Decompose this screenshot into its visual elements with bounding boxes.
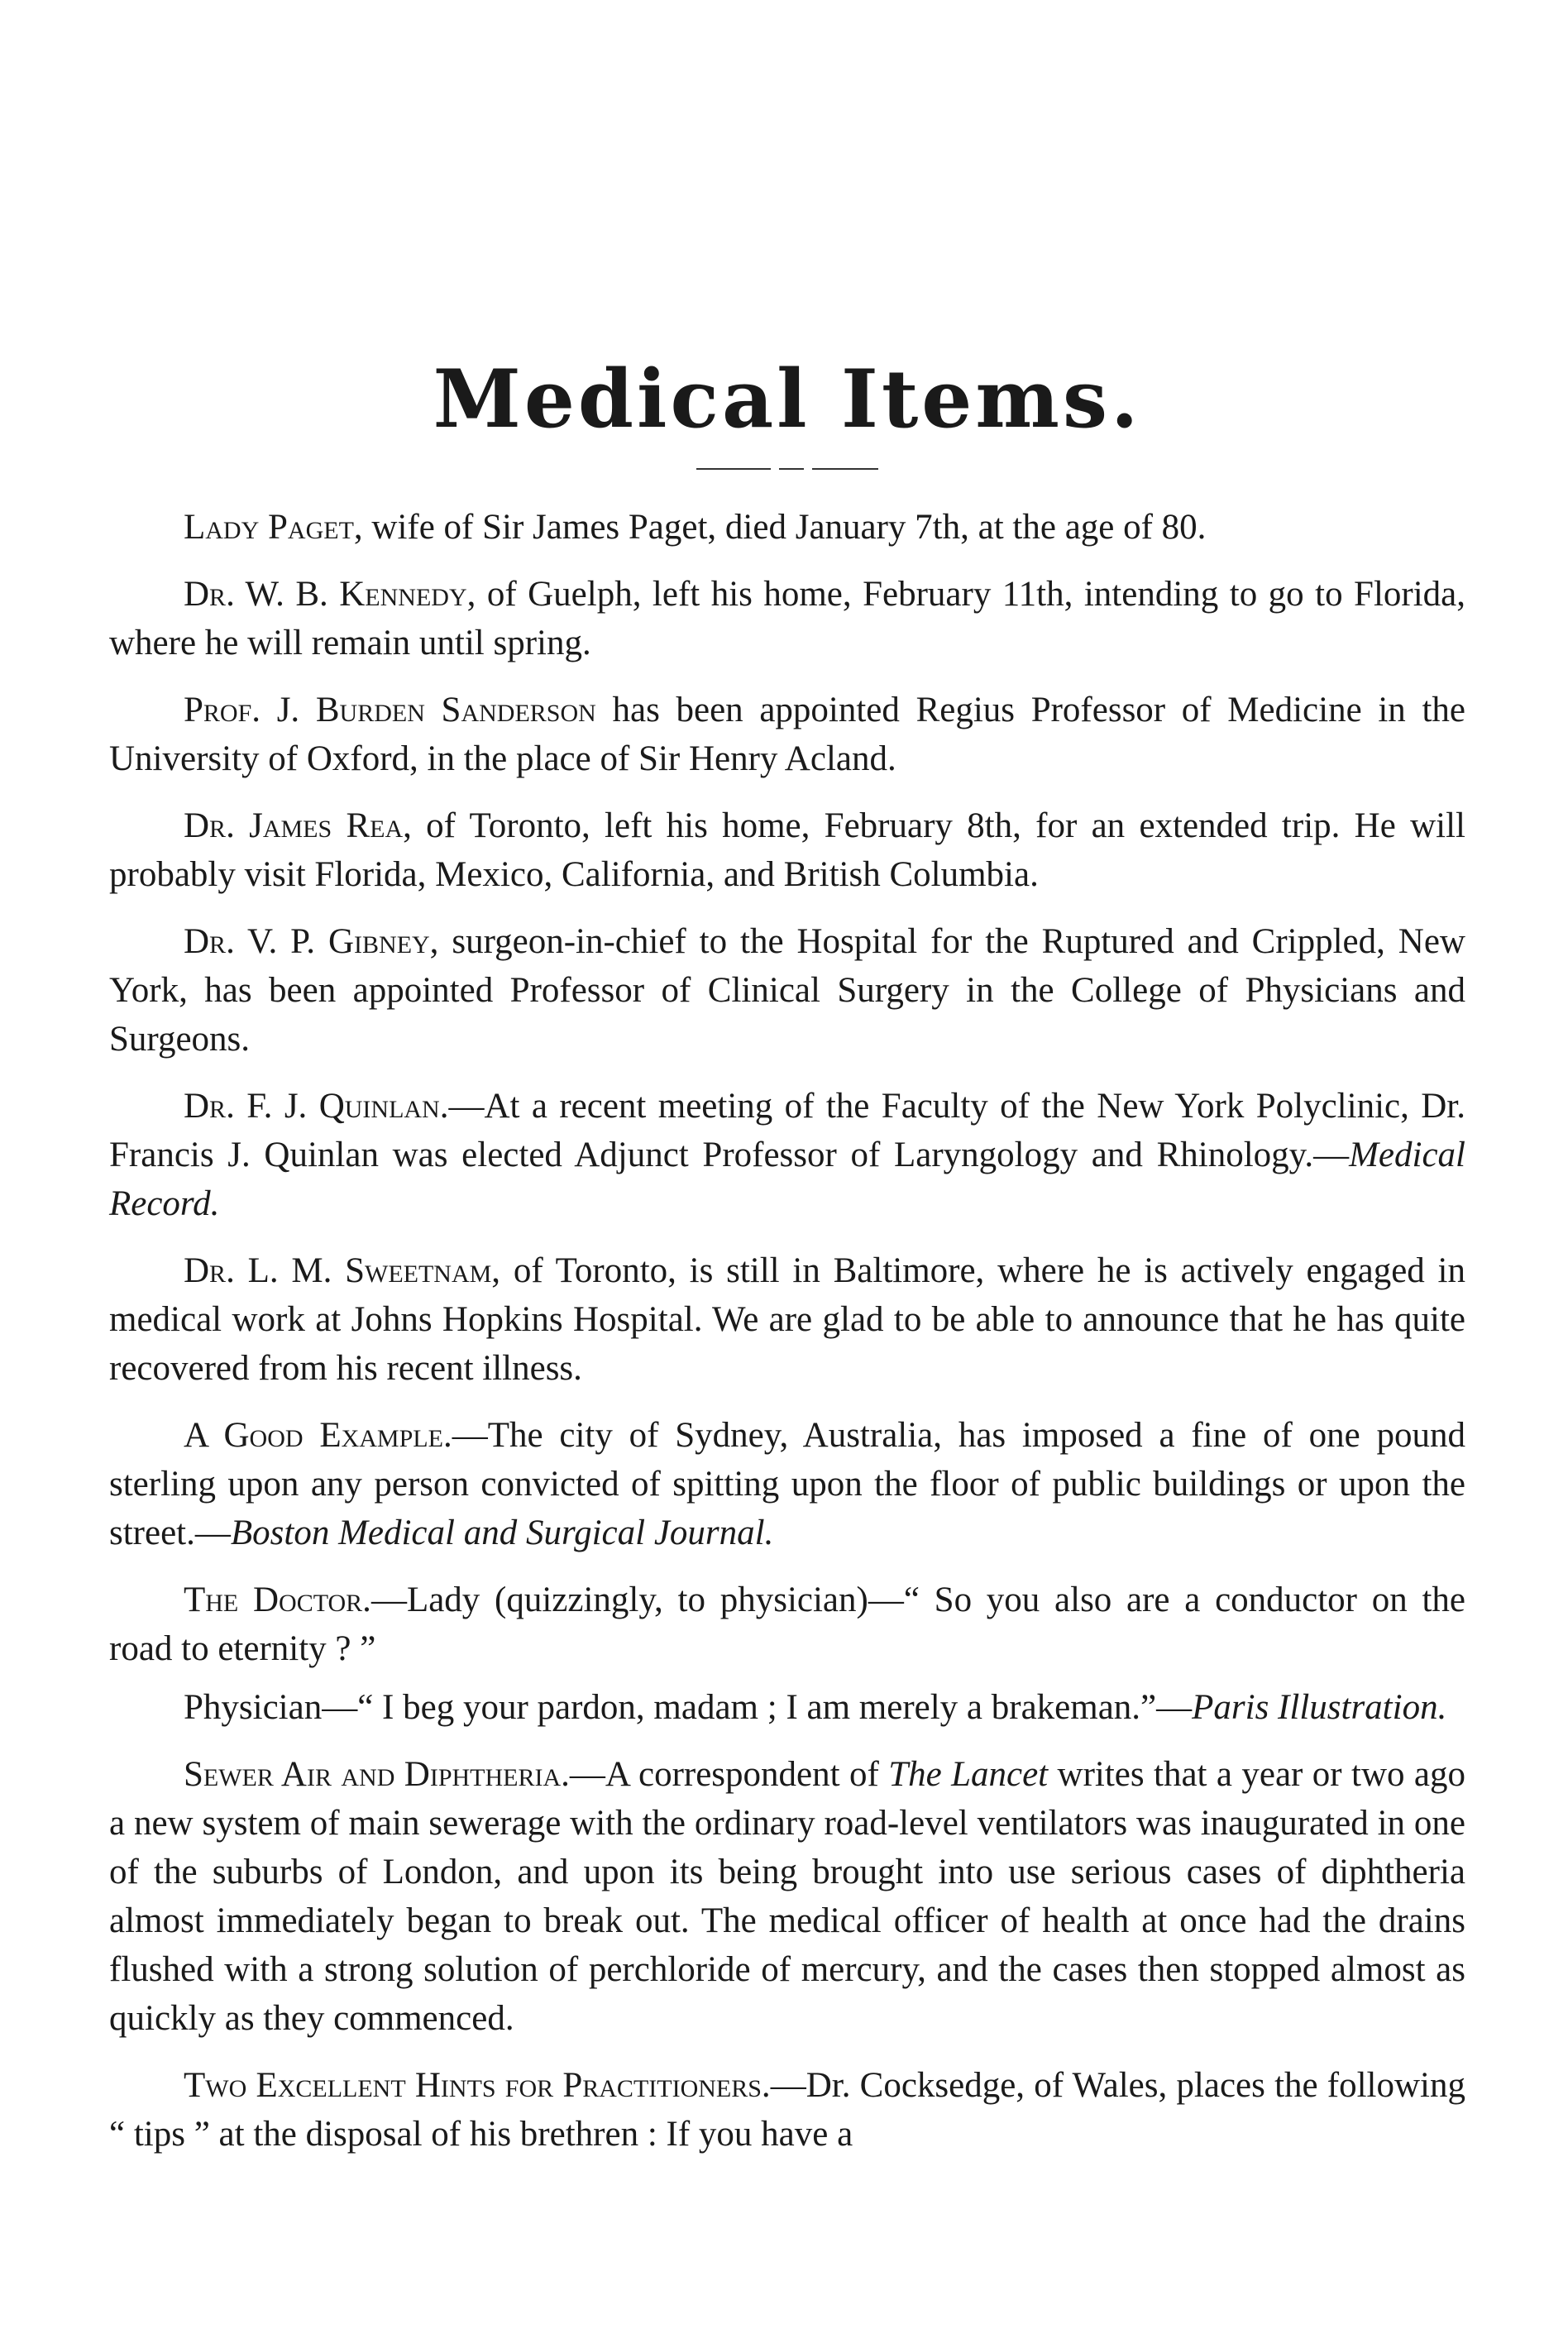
item-body: of Guelph, left his home, February 11th, intending to go to Florida, where he will remain until spring.: [109, 574, 1465, 662]
item-body: wife of Sir James Paget, died January 7th, at the age of 80.: [362, 507, 1207, 547]
item-lead: The Doctor.: [184, 1580, 371, 1619]
item-lead: A Good Example.: [184, 1415, 452, 1455]
item-lead: Dr. F. J. Quinlan.: [184, 1086, 449, 1126]
page: [109, 352, 1466, 2177]
item-lead: Two Excellent Hints for Practitioners.: [184, 2065, 771, 2105]
title-rule: [109, 468, 1465, 470]
item-source: Boston Medical and Surgical Journal.: [230, 1513, 774, 1552]
item-source: Paris Illustration.: [1192, 1687, 1447, 1727]
item-source: Medical Record.: [109, 1135, 1465, 1223]
news-item: [109, 917, 1465, 1064]
item-lead: Prof. J. Burden Sanderson: [184, 690, 596, 729]
item-body: surgeon-in-chief to the Hospital for the Ruptured and Crippled, New York, has been appointed Professor of Clinical Surgery in the College of Physicians and Surgeons.: [109, 921, 1465, 1059]
news-item: [109, 1246, 1465, 1393]
news-item: [109, 1082, 1465, 1228]
item-tail: writes that a year or two ago a new system of main sewerage with the ordinary road-level ventilators was inaugurated in one of the suburbs of London, and upon its being brought into use serious cases of diphtheria almost immediately began to break out. The medical officer of health at once had the drains flushed with a strong solution of perchloride of mercury, and the cases then stopped almost as quickly as they commenced.: [109, 1754, 1465, 2038]
item-body: —Dr. Cocksedge, of Wales, places the following “ tips ” at the disposal of his brethren : If you have a: [109, 2065, 1466, 2154]
item-body: —At a recent meeting of the Faculty of the New York Polyclinic, Dr. Francis J. Quinlan was elected Adjunct Professor of Laryngology and Rhinology.—: [109, 1086, 1465, 1174]
item-lead: Sewer Air and Diphtheria.: [184, 1754, 570, 1794]
items-list: [109, 503, 1465, 2159]
item-lead: Dr. James Rea,: [184, 806, 412, 845]
news-item: [109, 801, 1465, 899]
item-lead: Lady Paget,: [184, 507, 363, 547]
news-item: [109, 503, 1465, 552]
item-body: Physician—“ I beg your pardon, madam ; I am merely a brakeman.”—: [184, 1687, 1193, 1727]
news-item: [109, 1411, 1465, 1557]
item-body: —Lady (quizzingly, to physician)—“ So you also are a conductor on the road to eternity ? ”: [109, 1580, 1466, 1668]
item-lead: Dr. W. B. Kennedy,: [184, 574, 476, 614]
item-body: —A correspondent of: [569, 1754, 889, 1794]
news-item: [109, 1750, 1465, 2043]
page-title: Medical Items.: [433, 352, 1142, 446]
item-body: of Toronto, is still in Baltimore, where he is actively engaged in medical work at Johns Hopkins Hospital. We are glad to be able to announce that he has quite recovered from his recent illness.: [109, 1251, 1465, 1388]
news-item: [109, 570, 1465, 667]
item-lead: Dr. V. P. Gibney,: [184, 921, 439, 961]
item-body: of Toronto, left his home, February 8th, for an extended trip. He will probably visit Florida, Mexico, California, and British Columbia.: [109, 806, 1465, 894]
news-item: [109, 1576, 1465, 1673]
news-item: [109, 686, 1465, 783]
item-body: has been appointed Regius Professor of Medicine in the University of Oxford, in the place of Sir Henry Acland.: [109, 690, 1466, 778]
item-body: —The city of Sydney, Australia, has imposed a fine of one pound sterling upon any person convicted of spitting upon the floor of public buildings or upon the street.—: [109, 1415, 1465, 1552]
item-source: The Lancet: [888, 1754, 1049, 1794]
news-item: [109, 1683, 1465, 1732]
news-item: [109, 2061, 1465, 2159]
item-lead: Dr. L. M. Sweetnam,: [184, 1251, 501, 1290]
